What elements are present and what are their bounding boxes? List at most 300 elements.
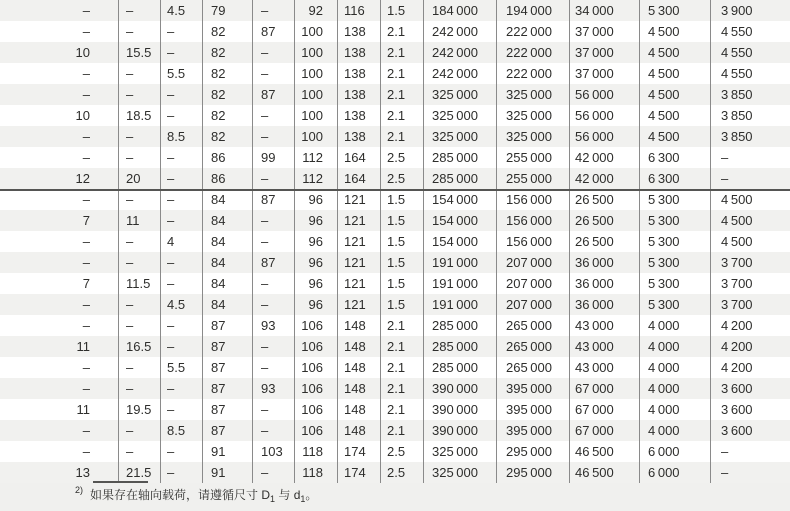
table-cell: 84 [202, 252, 252, 273]
table-cell: 19.5 [118, 399, 160, 420]
table-cell: 4 500 [710, 231, 790, 252]
table-cell: 2.1 [380, 63, 423, 84]
table-cell: 4 000 [639, 315, 710, 336]
table-cell: 36 000 [569, 294, 639, 315]
table-cell: 325 000 [496, 84, 569, 105]
table-cell: 3 850 [710, 84, 790, 105]
table-cell: 4 000 [639, 420, 710, 441]
table-cell: – [710, 462, 790, 483]
table-row [0, 105, 790, 126]
table-cell: 106 [294, 378, 337, 399]
table-cell: 395 000 [496, 378, 569, 399]
table-cell: – [252, 63, 294, 84]
table-cell: – [118, 147, 160, 168]
table-cell: 285 000 [423, 315, 496, 336]
table-cell: 42 000 [569, 147, 639, 168]
table-cell: 6 300 [639, 168, 710, 189]
table-cell: 37 000 [569, 63, 639, 84]
table-row [0, 462, 790, 483]
table-cell: 42 000 [569, 168, 639, 189]
table-cell: 3 600 [710, 420, 790, 441]
table-cell: – [160, 273, 202, 294]
footnote-text: 如果存在轴向载荷，请遵循尺寸 $D_1$ 与 $d_1$。 [90, 488, 318, 504]
table-cell: – [118, 231, 160, 252]
table-cell: – [82, 234, 90, 249]
table-cell: – [118, 420, 160, 441]
table-cell: 100 [294, 42, 337, 63]
table-cell: 121 [337, 231, 380, 252]
table-cell: 265 000 [496, 315, 569, 336]
table-row [0, 378, 790, 399]
table-cell: 184 000 [423, 0, 496, 21]
table-cell: 191 000 [423, 273, 496, 294]
table-cell: 255 000 [496, 168, 569, 189]
table-cell: 84 [202, 210, 252, 231]
table-cell: 82 [202, 63, 252, 84]
table-cell: 4 550 [710, 42, 790, 63]
table-cell: 46 500 [569, 462, 639, 483]
table-cell: 46 500 [569, 441, 639, 462]
table-cell: – [82, 360, 90, 375]
table-cell: 86 [202, 147, 252, 168]
table-cell: – [118, 294, 160, 315]
table-cell: 164 [337, 147, 380, 168]
table-cell: 4 500 [639, 105, 710, 126]
table-cell: 87 [252, 84, 294, 105]
table-cell: – [160, 252, 202, 273]
table-cell: – [118, 252, 160, 273]
table-cell: 138 [337, 42, 380, 63]
table-cell: 99 [252, 147, 294, 168]
table-cell: – [160, 191, 202, 210]
table-cell: 156 000 [496, 191, 569, 210]
table-row [0, 168, 790, 189]
table-cell: 16.5 [118, 336, 160, 357]
table-cell: – [118, 357, 160, 378]
table-cell: 12 [75, 171, 90, 186]
table-cell: 222 000 [496, 42, 569, 63]
table-cell: 4 500 [639, 42, 710, 63]
table-cell: 5 300 [639, 294, 710, 315]
table-cell: 91 [202, 462, 252, 483]
table-cell: – [160, 84, 202, 105]
table-cell: 56 000 [569, 84, 639, 105]
table-cell: 148 [337, 378, 380, 399]
table-cell: 5 300 [639, 231, 710, 252]
table-cell: 67 000 [569, 378, 639, 399]
table-cell: 156 000 [496, 231, 569, 252]
table-cell: 2.5 [380, 462, 423, 483]
table-cell: – [160, 210, 202, 231]
table-cell: 118 [294, 441, 337, 462]
table-row [0, 294, 790, 315]
table-cell: 37 000 [569, 21, 639, 42]
table-cell: 138 [337, 21, 380, 42]
table-cell: 15.5 [118, 42, 160, 63]
table-cell: 1.5 [380, 0, 423, 21]
table-cell: 191 000 [423, 294, 496, 315]
table-cell: 3 700 [710, 252, 790, 273]
table-cell: – [118, 84, 160, 105]
table-cell: 37 000 [569, 42, 639, 63]
table-row [0, 0, 790, 21]
table-cell: – [160, 378, 202, 399]
table-cell: 67 000 [569, 420, 639, 441]
table-cell: 36 000 [569, 252, 639, 273]
table-cell: 82 [202, 42, 252, 63]
table-cell: 26 500 [569, 231, 639, 252]
table-cell: – [252, 0, 294, 21]
table-cell: 222 000 [496, 21, 569, 42]
table-cell: 390 000 [423, 399, 496, 420]
table-cell: – [252, 294, 294, 315]
table-cell: 242 000 [423, 42, 496, 63]
table-cell: 325 000 [423, 126, 496, 147]
table-cell: – [82, 24, 90, 39]
table-cell: – [710, 147, 790, 168]
table-cell: 4 550 [710, 63, 790, 84]
table-cell: 285 000 [423, 168, 496, 189]
table-cell: – [252, 105, 294, 126]
table-cell: 84 [202, 273, 252, 294]
table-cell: – [118, 63, 160, 84]
table-cell: 67 000 [569, 399, 639, 420]
table-cell: – [160, 399, 202, 420]
table-cell: 325 000 [423, 441, 496, 462]
table-cell: 4 200 [710, 315, 790, 336]
table-cell: 2.1 [380, 105, 423, 126]
table-cell: 84 [202, 294, 252, 315]
subscript-1: 1 [300, 494, 306, 504]
table-cell: 2.1 [380, 336, 423, 357]
table-cell: 4 000 [639, 336, 710, 357]
table-cell: 100 [294, 105, 337, 126]
table-cell: 118 [294, 462, 337, 483]
table-cell: 11 [76, 339, 90, 354]
table-cell: 3 850 [710, 126, 790, 147]
table-cell: 2.1 [380, 42, 423, 63]
table-cell: 6 300 [639, 147, 710, 168]
table-cell: – [160, 336, 202, 357]
table-cell: 86 [202, 168, 252, 189]
table-row [0, 336, 790, 357]
table-cell: 26 500 [569, 191, 639, 210]
table-cell: 4 500 [639, 63, 710, 84]
table-cell: 395 000 [496, 420, 569, 441]
table-cell: – [118, 378, 160, 399]
table-cell: 242 000 [423, 63, 496, 84]
table-cell: 6 000 [639, 441, 710, 462]
table-cell: 96 [294, 210, 337, 231]
table-cell: 91 [202, 441, 252, 462]
table-cell: 5 300 [639, 252, 710, 273]
table-row [0, 273, 790, 294]
table-cell: 2.5 [380, 441, 423, 462]
table-cell: 2.1 [380, 315, 423, 336]
table-cell: 34 000 [569, 0, 639, 21]
table-cell: 138 [337, 63, 380, 84]
table-cell: 265 000 [496, 357, 569, 378]
table-cell: 5.5 [160, 357, 202, 378]
table-cell: 93 [252, 315, 294, 336]
table-cell: 242 000 [423, 21, 496, 42]
table-cell: 106 [294, 399, 337, 420]
table-cell: 138 [337, 105, 380, 126]
table-cell: 2.1 [380, 126, 423, 147]
table-cell: 87 [202, 336, 252, 357]
table-cell: 56 000 [569, 105, 639, 126]
table-cell: 138 [337, 84, 380, 105]
table-cell: 1.5 [380, 210, 423, 231]
table-cell: 96 [294, 273, 337, 294]
table-cell: – [252, 210, 294, 231]
table-cell: – [118, 0, 160, 21]
table-cell: 103 [252, 441, 294, 462]
table-cell: 3 900 [710, 0, 790, 21]
table-cell: 148 [337, 420, 380, 441]
table-cell: – [252, 126, 294, 147]
table-cell: – [82, 129, 90, 144]
table-cell: 18.5 [118, 105, 160, 126]
table-cell: 121 [337, 252, 380, 273]
subscript-1: 1 [270, 494, 276, 504]
table-cell: 96 [294, 231, 337, 252]
table-cell: – [118, 441, 160, 462]
table-cell: 82 [202, 126, 252, 147]
table-cell: 3 700 [710, 273, 790, 294]
table-cell: – [118, 21, 160, 42]
table-cell: 87 [202, 357, 252, 378]
table-cell: 1.5 [380, 252, 423, 273]
table-cell: 2.1 [380, 357, 423, 378]
footnote-marker: 2) [75, 485, 84, 495]
table-cell: 87 [202, 378, 252, 399]
table-cell: 87 [252, 21, 294, 42]
table-cell: 100 [294, 63, 337, 84]
table-cell: 325 000 [496, 105, 569, 126]
table-cell: 1.5 [380, 294, 423, 315]
table-cell: 148 [337, 336, 380, 357]
table-cell: 148 [337, 399, 380, 420]
table-cell: 106 [294, 336, 337, 357]
table-cell: 295 000 [496, 462, 569, 483]
table-cell: – [160, 105, 202, 126]
table-cell: 4 550 [710, 21, 790, 42]
table-cell: 84 [202, 191, 252, 210]
table-cell: 121 [337, 210, 380, 231]
table-cell: 154 000 [423, 210, 496, 231]
table-row [0, 210, 790, 231]
table-cell: 207 000 [496, 273, 569, 294]
table-cell: 106 [294, 315, 337, 336]
table-cell: – [160, 441, 202, 462]
table-cell: 4 200 [710, 336, 790, 357]
table-row [0, 441, 790, 462]
table-cell: 8.5 [160, 126, 202, 147]
table-cell: – [82, 444, 90, 459]
table-cell: 79 [202, 0, 252, 21]
table-cell: 3 600 [710, 378, 790, 399]
table-cell: 2.1 [380, 399, 423, 420]
table-cell: 96 [294, 252, 337, 273]
table-cell: 174 [337, 441, 380, 462]
table-cell: – [82, 381, 90, 396]
table-cell: – [252, 273, 294, 294]
table-cell: – [252, 336, 294, 357]
table-row [0, 315, 790, 336]
table-cell: 43 000 [569, 357, 639, 378]
table-cell: 21.5 [118, 462, 160, 483]
table-cell: 7 [82, 213, 90, 228]
table-cell: – [82, 192, 90, 207]
table-cell: 207 000 [496, 252, 569, 273]
table-cell: 96 [294, 294, 337, 315]
table-cell: 5 300 [639, 191, 710, 210]
table-cell: 265 000 [496, 336, 569, 357]
table-cell: 4 [160, 231, 202, 252]
table-cell: 2.1 [380, 84, 423, 105]
table-cell: 164 [337, 168, 380, 189]
table-cell: – [82, 255, 90, 270]
table-cell: 116 [337, 0, 380, 21]
table-cell: – [160, 168, 202, 189]
table-row [0, 252, 790, 273]
table-cell: 112 [294, 168, 337, 189]
table-cell: 4 000 [639, 357, 710, 378]
table-cell: – [82, 87, 90, 102]
table-cell: 138 [337, 126, 380, 147]
table-cell: – [118, 191, 160, 210]
table-cell: 93 [252, 378, 294, 399]
table-cell: 207 000 [496, 294, 569, 315]
table-cell: 395 000 [496, 399, 569, 420]
table-row [0, 189, 790, 210]
footnote [75, 486, 317, 503]
table-row [0, 21, 790, 42]
table-cell: 174 [337, 462, 380, 483]
table-cell: 4.5 [160, 0, 202, 21]
table-cell: 325 000 [496, 126, 569, 147]
table-cell: 106 [294, 420, 337, 441]
table-cell: 154 000 [423, 231, 496, 252]
table-cell: 6 000 [639, 462, 710, 483]
table-cell: 4.5 [160, 294, 202, 315]
table-cell: 84 [202, 231, 252, 252]
table-row [0, 357, 790, 378]
table-cell: 121 [337, 191, 380, 210]
footnote-divider [93, 481, 148, 483]
table-cell: 191 000 [423, 252, 496, 273]
table-cell: 5 300 [639, 273, 710, 294]
table-cell: – [160, 315, 202, 336]
table-cell: 82 [202, 21, 252, 42]
table-row [0, 231, 790, 252]
table-cell: 87 [202, 315, 252, 336]
table-cell: 10 [75, 108, 90, 123]
table-cell: 4 500 [639, 21, 710, 42]
table-cell: 194 000 [496, 0, 569, 21]
table-cell: 4 500 [710, 191, 790, 210]
table-cell: 43 000 [569, 315, 639, 336]
table-row [0, 420, 790, 441]
table-cell: 148 [337, 315, 380, 336]
table-cell: 92 [294, 0, 337, 21]
table-cell: 5.5 [160, 63, 202, 84]
table-cell: 1.5 [380, 191, 423, 210]
table-row [0, 42, 790, 63]
table-row [0, 84, 790, 105]
table-cell: – [82, 66, 90, 81]
table-cell: 325 000 [423, 462, 496, 483]
table-cell: 285 000 [423, 147, 496, 168]
table-cell: 100 [294, 126, 337, 147]
table-row [0, 126, 790, 147]
table-cell: 4 500 [639, 84, 710, 105]
table-cell: 4 000 [639, 399, 710, 420]
table-cell: 285 000 [423, 336, 496, 357]
table-cell: – [252, 420, 294, 441]
table-row [0, 147, 790, 168]
table-cell: 148 [337, 357, 380, 378]
table-cell: 87 [202, 399, 252, 420]
table-cell: – [252, 168, 294, 189]
table-cell: – [252, 399, 294, 420]
table-cell: 5 300 [639, 0, 710, 21]
table-cell: 325 000 [423, 105, 496, 126]
table-cell: 1.5 [380, 231, 423, 252]
table-cell: – [118, 315, 160, 336]
table-cell: – [710, 168, 790, 189]
table-cell: 4 500 [710, 210, 790, 231]
table-cell: – [82, 423, 90, 438]
table-cell: 4 000 [639, 378, 710, 399]
table-row [0, 399, 790, 420]
table-cell: 156 000 [496, 210, 569, 231]
table-cell: 285 000 [423, 357, 496, 378]
table-cell: 8.5 [160, 420, 202, 441]
table-cell: 96 [294, 191, 337, 210]
table-cell: 10 [75, 45, 90, 60]
table-cell: 4 200 [710, 357, 790, 378]
table-row [0, 63, 790, 84]
table-cell: – [252, 357, 294, 378]
table-cell: 2.1 [380, 420, 423, 441]
table-cell: 56 000 [569, 126, 639, 147]
table-cell: 325 000 [423, 84, 496, 105]
table-cell: 87 [252, 252, 294, 273]
table-cell: 2.5 [380, 147, 423, 168]
table-cell: 87 [252, 191, 294, 210]
table-cell: 2.5 [380, 168, 423, 189]
table-cell: 3 700 [710, 294, 790, 315]
table-cell: 121 [337, 273, 380, 294]
table-cell: 100 [294, 84, 337, 105]
table-cell: 11 [76, 402, 90, 417]
table-cell: 11.5 [118, 273, 160, 294]
table-cell: 20 [118, 168, 160, 189]
table-cell: – [252, 42, 294, 63]
table-cell: 82 [202, 105, 252, 126]
table-cell: 390 000 [423, 420, 496, 441]
table-cell: – [252, 462, 294, 483]
table-cell: 100 [294, 21, 337, 42]
table-cell: – [160, 462, 202, 483]
table-cell: – [82, 297, 90, 312]
table-cell: – [160, 42, 202, 63]
table-cell: – [160, 147, 202, 168]
table-cell: 390 000 [423, 378, 496, 399]
table-cell: – [252, 231, 294, 252]
